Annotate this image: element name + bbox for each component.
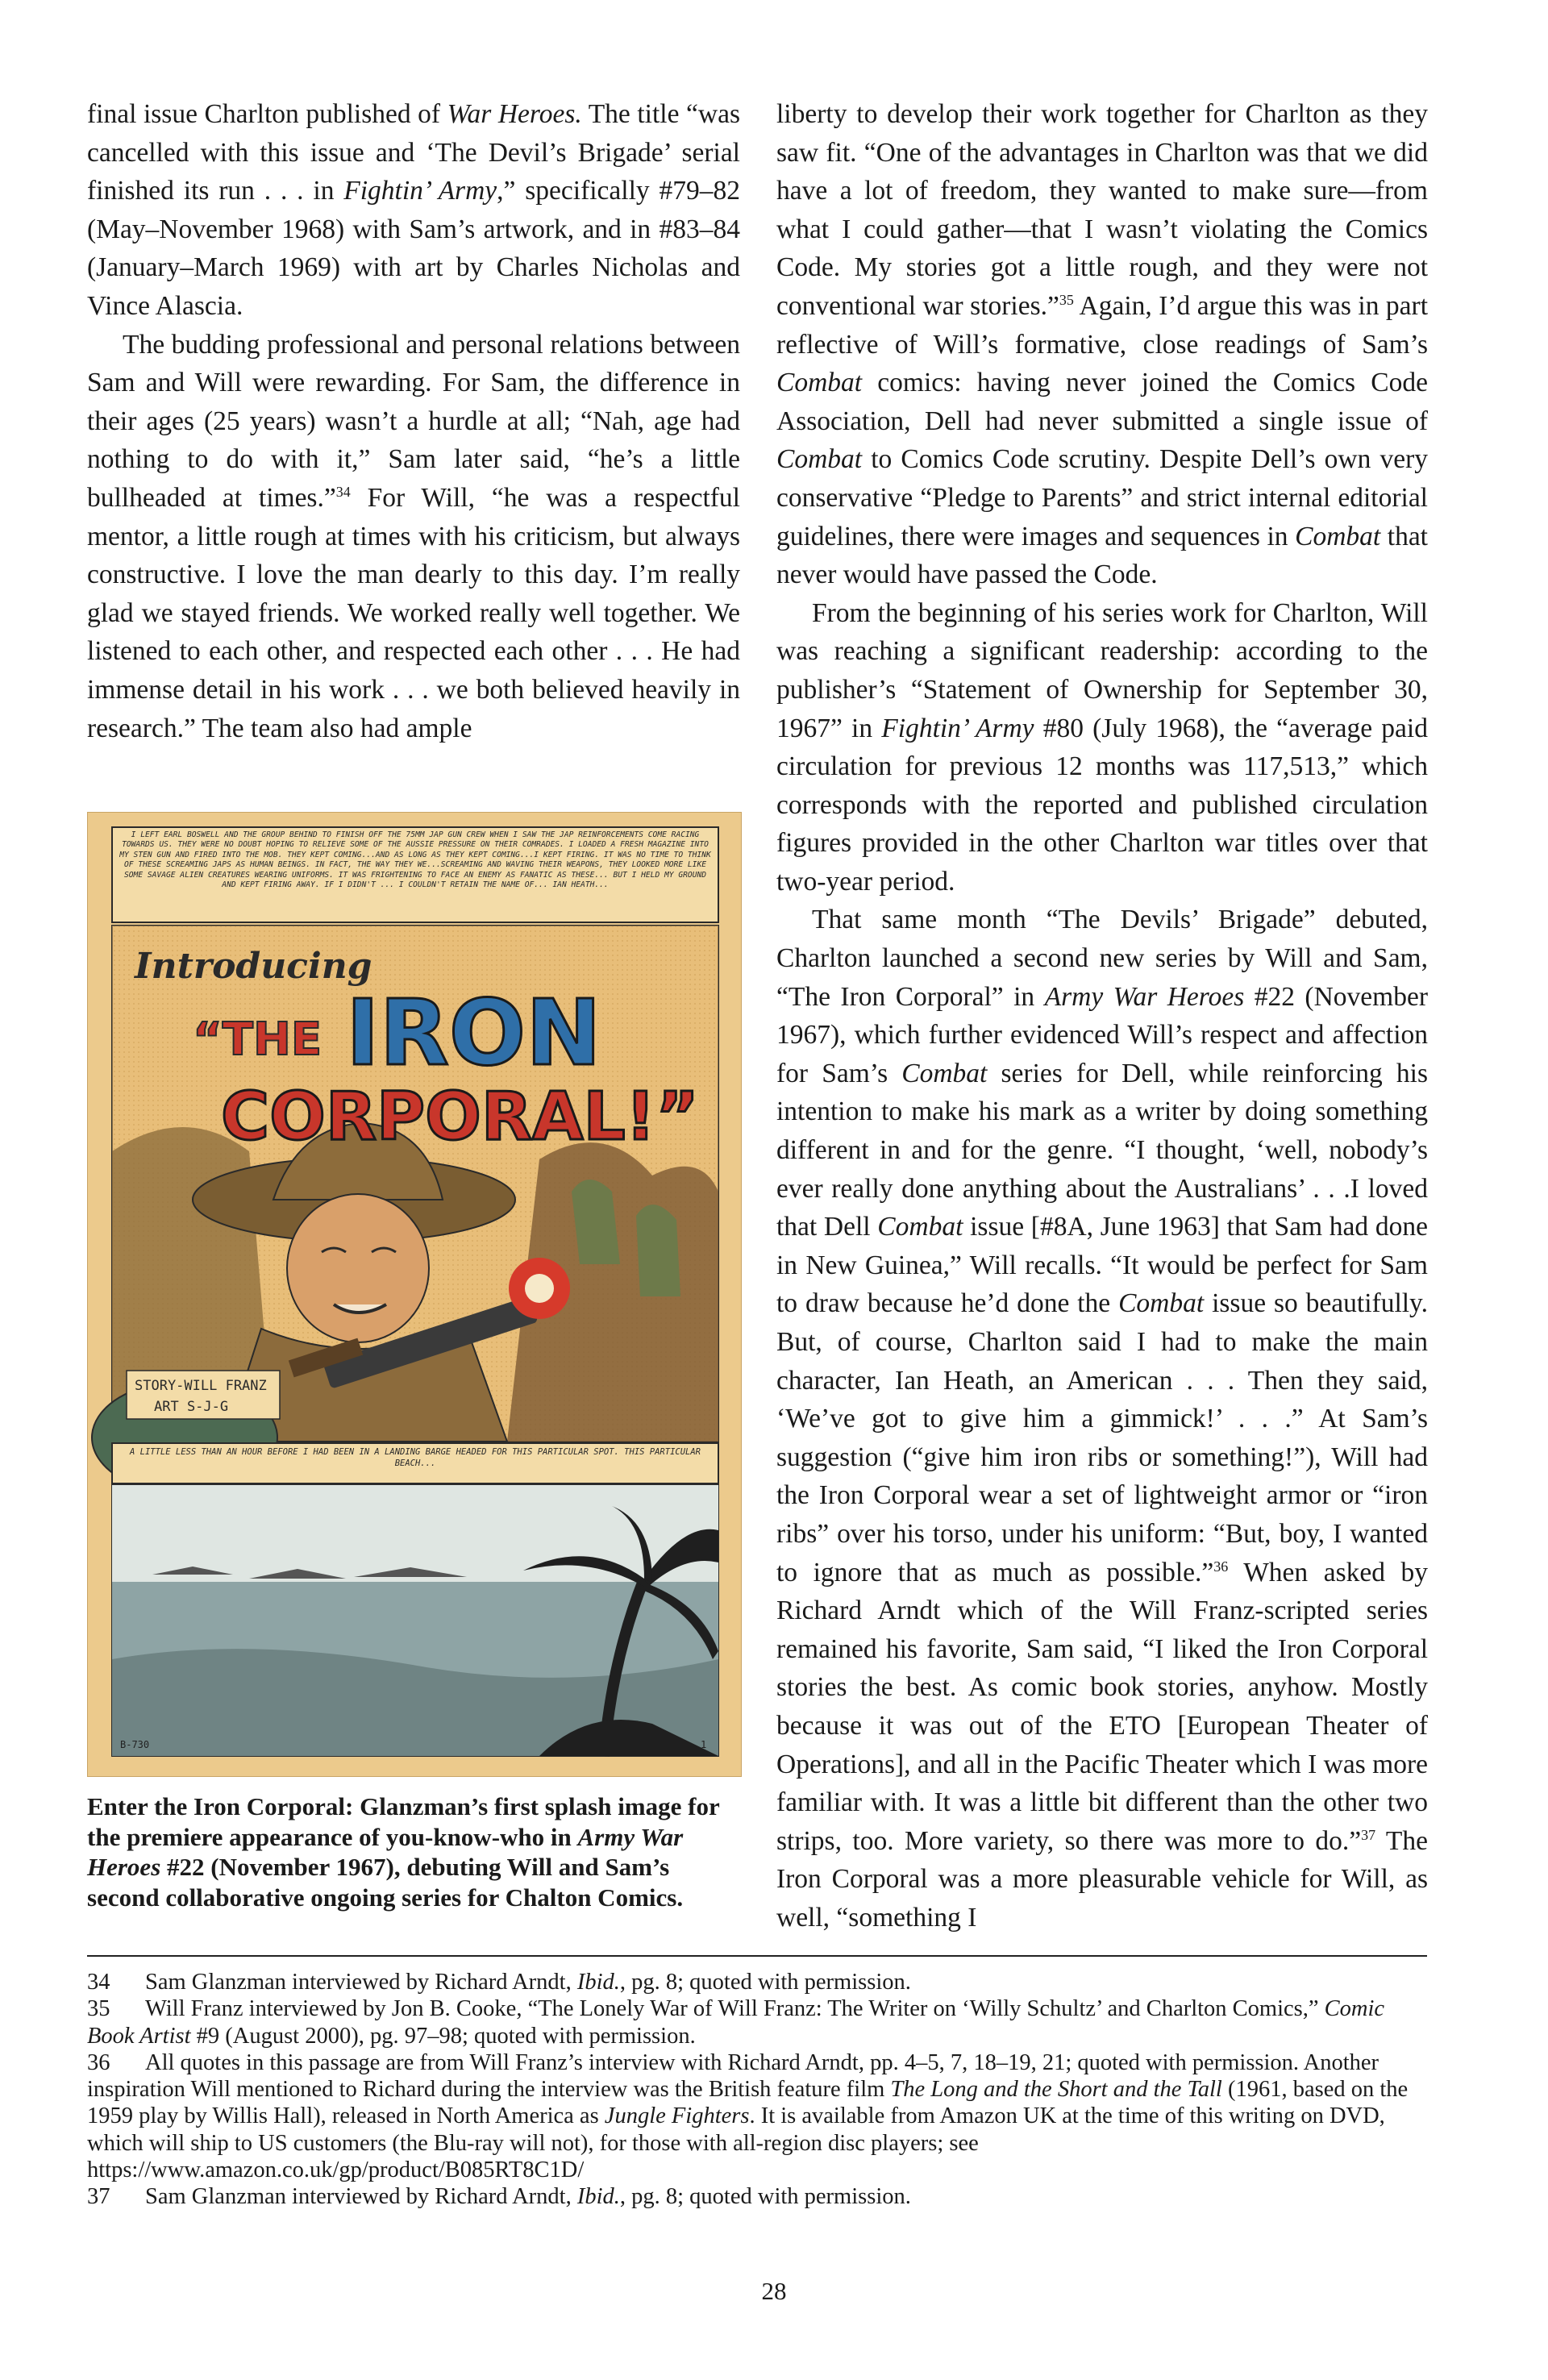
- footnote-ref: 36: [1213, 1558, 1229, 1575]
- footnotes: [87, 1969, 1427, 2211]
- footnote-35: 35 Will Franz interviewed by Jon B. Cooke, “The Lonely War of Will Franz: The Writer on ‘Willy Schultz’ and Charlton Comics,” Comic Book Artist #9 (August 2000), pg. 97–98; quoted with permission.: [87, 1996, 1385, 2049]
- right-column-text: [776, 95, 1428, 1937]
- figure-caption: Enter the Iron Corporal: Glanzman’s first splash image for the premiere appearance of you-know-who in Army War Heroes #22 (November 1967), debuting Will and Sam’s second collaborative ongoing series for Chalton Comics.: [87, 1792, 720, 1912]
- page-number: 28: [761, 2277, 787, 2305]
- comic-panel-number: 1: [701, 1739, 707, 1750]
- comic-credits-story: STORY-WILL FRANZ: [135, 1378, 267, 1394]
- comic-title-iron: IRON: [346, 981, 601, 1086]
- footnote-36: 36 All quotes in this passage are from Will Franz’s interview with Richard Arndt, pp. 4–5, 7, 18–19, 21; quoted with permission. Another inspiration Will mentioned to Richard during the interview was the British feature film The Long and the Short and the Tall (1961, based on the 1959 play by Willis Hall), released in North America as Jungle Fighters. It is available from Amazon UK at the time of this writing on DVD, which will ship to US customers (the Blu-ray will not), for those with all-region disc players; see https://www.amazon.co.uk/gp/product/B085RT8C1D/: [87, 2049, 1409, 2183]
- footnote-34: 34 Sam Glanzman interviewed by Richard Arndt, Ibid., pg. 8; quoted with permission.: [87, 1970, 911, 1995]
- comic-splash-image: [87, 812, 742, 1777]
- footnote-37: 37 Sam Glanzman interviewed by Richard Arndt, Ibid., pg. 8; quoted with permission.: [87, 2184, 911, 2210]
- comic-bottom-caption: A LITTLE LESS THAN AN HOUR BEFORE I HAD BEEN IN A LANDING BARGE HEADED FOR THIS PARTICULAR SPOT. THIS PARTICULAR BEACH...: [129, 1447, 701, 1468]
- paragraph: final issue Charlton published of War Heroes. The title “was cancelled with this issue and ‘The Devil’s Brigade’ serial finished its run . . . in Fightin’ Army,” specifically #79–82 (May–November 1968) with Sam’s artwork, and in #83–84 (January–March 1969) with art by Charles Nicholas and Vince Alascia.: [87, 99, 740, 321]
- comic-title-the: “THE: [193, 1013, 322, 1066]
- footnote-ref: 34: [335, 483, 351, 500]
- comic-introducing-label: Introducing: [135, 946, 372, 987]
- comic-intro-caption: I LEFT EARL BOSWELL AND THE GROUP BEHIND TO FINISH OFF THE 75MM JAP GUN CREW WHEN I SAW THE JAP REINFORCEMENTS COME RACING TOWARDS US. THEY WERE NO DOUBT HOPING TO RELIEVE SOME OF THE AUSSIE PRESSURE ON THEIR COMRADES. I LOADED A FRESH MAGAZINE INTO MY STEN GUN AND FIRED INTO THE MOB. THEY KEPT COMING...AND AS LONG AS THEY KEPT COMING...I KEPT FIRING. IT WAS NO TIME TO THINK OF THESE SCREAMING JAPS AS HUMAN BEINGS. IN FACT, THE WAY THEY WE...SCREAMING AND WAVING THEIR WEAPONS, THEY LOOKED MORE LIKE SOME SAVAGE ALIEN CREATURES WEARING UNIFORMS. IT WAS FRIGHTENING TO FACE AN ENEMY AS FANATIC AS THESE... BUT I HELD MY GROUND AND KEPT FIRING AWAY. IF I DIDN'T ... I COULDN'T RETAIN THE NAME OF... IAN HEATH...: [119, 830, 711, 890]
- comic-panel-code: B-730: [120, 1739, 150, 1750]
- paragraph: The budding professional and personal relations between Sam and Will were rewarding. For Sam, the difference in their ages (25 years) wasn’t a hurdle at all; “Nah, age had nothing to do with it,” Sam later said, “he’s a little bullheaded at times.”$^{34}$ For Will, “he was a respectful mentor, a little rough at times with his criticism, but always constructive. I love the man dearly to this day. I’m really glad we stayed friends. We worked really well together. We listened to each other, and respected each other . . . He had immense detail in his work . . . we both believed heavily in research.” The team also had ample: [87, 329, 740, 743]
- comic-credits-art: ART S-J-G: [154, 1399, 229, 1415]
- left-column-text: [87, 95, 740, 747]
- footnote-divider: [87, 1955, 1427, 1957]
- footnote-ref: 35: [1059, 291, 1074, 308]
- paragraph: liberty to develop their work together for Charlton as they saw fit. “One of the advantages in Charlton was that we did have a lot of freedom, they wanted to make sure—from what I could gather—that I wasn’t violating the Comics Code. My stories got a little rough, and they were not conventional war stories.”$^{35}$ Again, I’d argue this was in part reflective of Will’s formative, close readings of Sam’s Combat comics: having never joined the Comics Code Association, Dell had never submitted a single issue of Combat to Comics Code scrutiny. Despite Dell’s own very conservative “Pledge to Parents” and strict internal editorial guidelines, there were images and sequences in Combat that never would have passed the Code.: [776, 99, 1429, 590]
- comic-title-corporal: CORPORAL!”: [221, 1079, 699, 1155]
- paragraph: From the beginning of his series work for Charlton, Will was reaching a significant readership: according to the publisher’s “Statement of Ownership for September 30, 1967” in Fightin’ Army #80 (July 1968), the “average paid circulation for previous 12 months was 117,513,” which corresponds with the reported and published circulation figures provided in the other Charlton war titles over that two-year period.: [776, 597, 1428, 897]
- paragraph: That same month “The Devils’ Brigade” debuted, Charlton launched a second new series by Will and Sam, “The Iron Corporal” in Army War Heroes #22 (November 1967), which further evidenced Will’s respect and affection for Sam’s Combat series for Dell, while reinforcing his intention to make his mark as a writer by doing something different in and for the genre. “I thought, ‘well, nobody’s ever really done anything about the Australians’ . . .I loved that Dell Combat issue [#8A, June 1963] that Sam had done in New Guinea,” Will recalls. “It would be perfect for Sam to draw because he’d done the Combat issue so beautifully. But, of course, Charlton said I had to make the main character, Ian Heath, an American . . . Then they said, ‘We’ve got to give him a gimmick!’ . . .” At Sam’s suggestion (“give him iron ribs or something!”), Will had the Iron Corporal wear a set of lightweight armor or “iron ribs” over his torso, under his uniform: “But, boy, I wanted to ignore that as much as possible.”$^{36}$ When asked by Richard Arndt which of the Will Franz-scripted series remained his favorite, Sam said, “I liked the Iron Corporal stories the best. As comic book stories, anyhow. Mostly because it was out of the ETO [European Theater of Operations], and all in the Pacific Theater which I was more familiar with. It was a little bit different than the other two strips, too. More variety, so there was more to do.”$^{37}$ The Iron Corporal was a more pleasurable vehicle for Will, as well, “something I: [776, 905, 1429, 1933]
- footnote-ref: 37: [1361, 1826, 1376, 1843]
